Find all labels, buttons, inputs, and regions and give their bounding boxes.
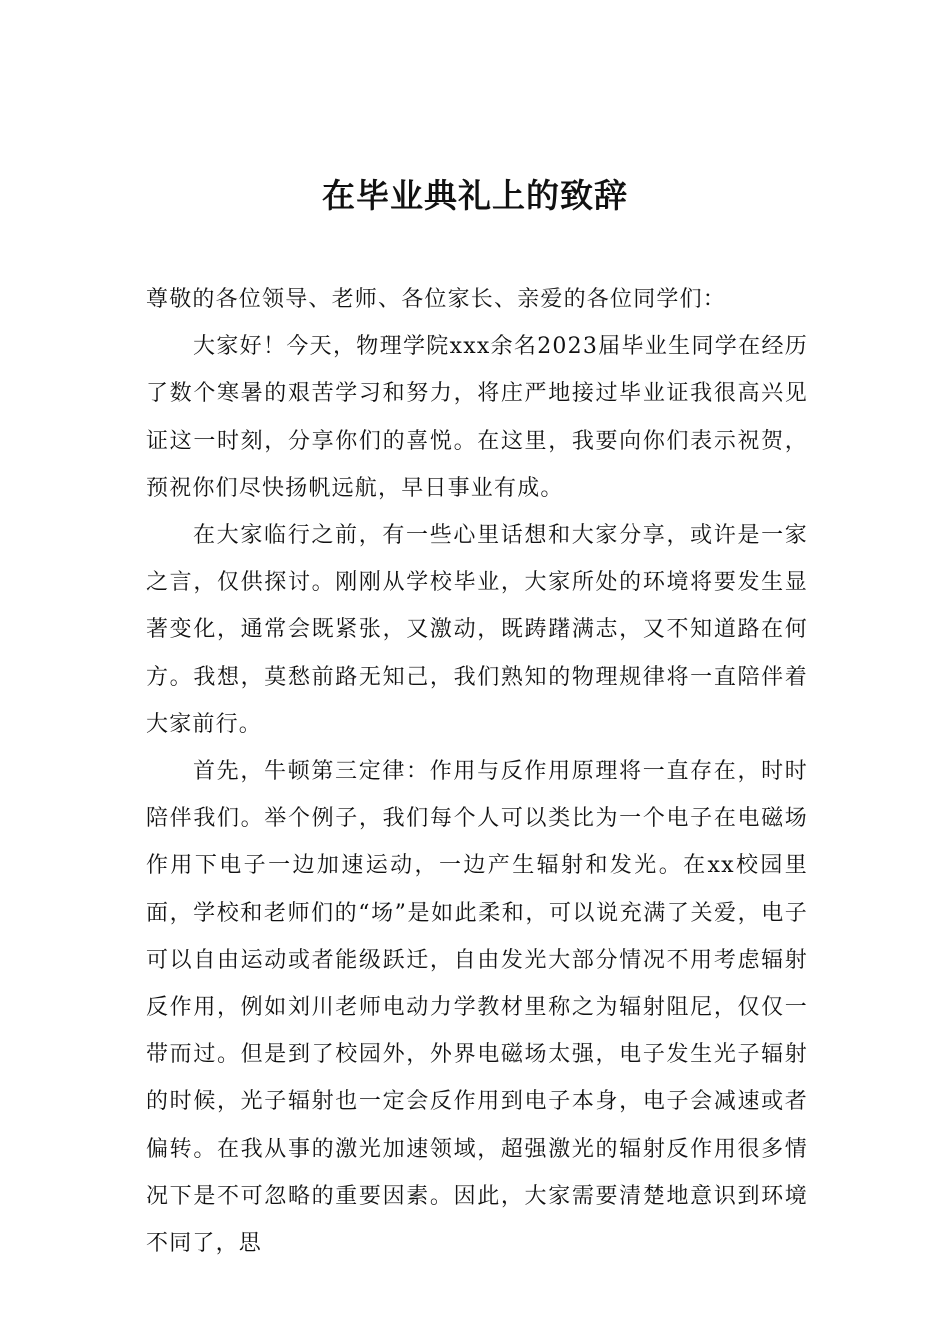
document-body bbox=[146, 276, 808, 1267]
paragraph-greeting: 大家好！今天，物理学院xxx余名2023届毕业生同学在经历了数个寒暑的艰苦学习和努力，将庄严地接过毕业证我很高兴见证这一时刻，分享你们的喜悦。在这里，我要向你们表示祝贺，预祝你们尽快扬帆远航，早日事业有成。 bbox=[146, 334, 808, 501]
paragraph-sharing: 在大家临行之前，有一些心里话想和大家分享，或许是一家之言，仅供探讨。刚刚从学校毕业，大家所处的环境将要发生显著变化，通常会既紧张，又激动，既踌躇满志，又不知道路在何方。我想，莫愁前路无知己，我们熟知的物理规律将一直陪伴着大家前行。 bbox=[146, 523, 808, 737]
salutation: 尊敬的各位领导、老师、各位家长、亲爱的各位同学们： bbox=[146, 287, 727, 312]
document-title: 在毕业典礼上的致辞 bbox=[322, 176, 628, 215]
paragraph-newton-third-law: 首先，牛顿第三定律：作用与反作用原理将一直存在，时时陪伴我们。举个例子，我们每个人可以类比为一个电子在电磁场作用下电子一边加速运动，一边产生辐射和发光。在xx校园里面，学校和老师们的“场”是如此柔和，可以说充满了关爱，电子可以自由运动或者能级跃迁，自由发光大部分情况不用考虑辐射反作用，例如刘川老师电动力学教材里称之为辐射阻尼，仅仅一带而过。但是到了校园外，外界电磁场太强，电子发生光子辐射的时候，光子辐射也一定会反作用到电子本身，电子会减速或者偏转。在我从事的激光加速领域，超强激光的辐射反作用很多情况下是不可忽略的重要因素。因此，大家需要清楚地意识到环境不同了，思 bbox=[146, 759, 808, 1257]
